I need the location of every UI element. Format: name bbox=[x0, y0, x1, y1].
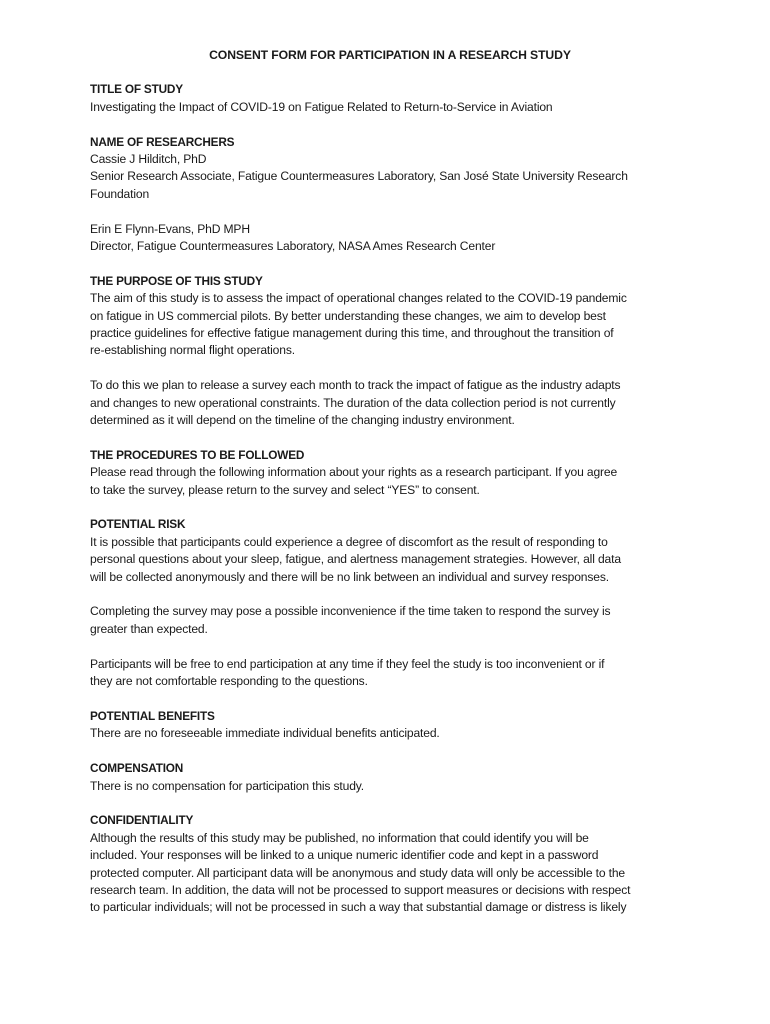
text-line: protected computer. All participant data will be anonymous and study data will only be accessible to the bbox=[90, 865, 625, 880]
section-heading: COMPENSATION bbox=[90, 761, 184, 776]
text-line: determined as it will depend on the timeline of the changing industry environment. bbox=[90, 413, 515, 428]
text-line: There are no foreseeable immediate individual benefits anticipated. bbox=[90, 726, 440, 741]
section-potential-benefits bbox=[90, 708, 690, 743]
text-line: Participants will be free to end participation at any time if they feel the study is too inconvenient or if bbox=[90, 656, 605, 671]
text-line: and changes to new operational constraints. The duration of the data collection period is not currently bbox=[90, 395, 616, 410]
section-compensation bbox=[90, 760, 690, 795]
paragraph bbox=[90, 656, 690, 691]
paragraph bbox=[90, 151, 690, 203]
text-line: Completing the survey may pose a possible inconvenience if the time taken to respond the survey is bbox=[90, 604, 611, 619]
text-line: Erin E Flynn-Evans, PhD MPH bbox=[90, 221, 250, 236]
text-line: personal questions about your sleep, fatigue, and alertness management strategies. However, all data bbox=[90, 552, 621, 567]
text-line: Although the results of this study may be published, no information that could identify you will be bbox=[90, 830, 589, 845]
text-line: research team. In addition, the data will not be processed to support measures or decisions with respect bbox=[90, 882, 631, 897]
text-line: There is no compensation for participation this study. bbox=[90, 778, 365, 793]
text-line: on fatigue in US commercial pilots. By better understanding these changes, we aim to develop best bbox=[90, 308, 606, 323]
paragraph bbox=[90, 377, 690, 429]
section-name-of-researchers bbox=[90, 134, 690, 256]
section-heading: TITLE OF STUDY bbox=[90, 82, 183, 97]
section-heading: CONFIDENTIALITY bbox=[90, 813, 194, 828]
paragraph bbox=[90, 99, 690, 116]
text-line: Cassie J Hilditch, PhD bbox=[90, 152, 207, 167]
text-line: Foundation bbox=[90, 186, 150, 201]
section-heading: POTENTIAL RISK bbox=[90, 517, 186, 532]
section-heading: NAME OF RESEARCHERS bbox=[90, 134, 235, 149]
text-line: to particular individuals; will not be processed in such a way that substantial damage or distress is likely bbox=[90, 900, 627, 915]
text-line: Investigating the Impact of COVID-19 on Fatigue Related to Return-to-Service in Aviation bbox=[90, 99, 553, 114]
text-line: practice guidelines for effective fatigue management during this time, and throughout the transition of bbox=[90, 326, 614, 341]
text-line: greater than expected. bbox=[90, 621, 208, 636]
section-the-procedures-to-be-followed bbox=[90, 447, 690, 499]
paragraph bbox=[90, 725, 690, 742]
paragraph bbox=[90, 778, 690, 795]
section-confidentiality bbox=[90, 812, 690, 916]
text-line: will be collected anonymously and there will be no link between an individual and survey responses. bbox=[90, 569, 609, 584]
paragraph bbox=[90, 603, 690, 638]
text-line: included. Your responses will be linked to a unique numeric identifier code and kept in a password bbox=[90, 848, 599, 863]
paragraph bbox=[90, 534, 690, 586]
paragraph bbox=[90, 290, 690, 360]
text-line: Please read through the following information about your rights as a research participant. If you agree bbox=[90, 465, 618, 480]
section-the-purpose-of-this-study bbox=[90, 273, 690, 430]
paragraph bbox=[90, 464, 690, 499]
section-title-of-study bbox=[90, 81, 690, 116]
section-heading: THE PURPOSE OF THIS STUDY bbox=[90, 273, 263, 288]
section-potential-risk bbox=[90, 516, 690, 690]
text-line: they are not comfortable responding to the questions. bbox=[90, 674, 368, 689]
text-line: To do this we plan to release a survey each month to track the impact of fatigue as the industry adapts bbox=[90, 378, 621, 393]
text-line: to take the survey, please return to the survey and select “YES” to consent. bbox=[90, 482, 480, 497]
text-line: Senior Research Associate, Fatigue Countermeasures Laboratory, San José State University Research bbox=[90, 169, 628, 184]
text-line: The aim of this study is to assess the impact of operational changes related to the COVID-19 pandemic bbox=[90, 291, 627, 306]
document-title: CONSENT FORM FOR PARTICIPATION IN A RESEARCH STUDY bbox=[209, 48, 571, 62]
paragraph bbox=[90, 221, 690, 256]
section-heading: THE PROCEDURES TO BE FOLLOWED bbox=[90, 447, 305, 462]
text-line: It is possible that participants could experience a degree of discomfort as the result of responding to bbox=[90, 534, 608, 549]
paragraph bbox=[90, 830, 690, 917]
text-line: Director, Fatigue Countermeasures Laboratory, NASA Ames Research Center bbox=[90, 239, 496, 254]
document-body bbox=[90, 81, 690, 916]
text-line: re-establishing normal flight operations. bbox=[90, 343, 295, 358]
section-heading: POTENTIAL BENEFITS bbox=[90, 708, 215, 723]
